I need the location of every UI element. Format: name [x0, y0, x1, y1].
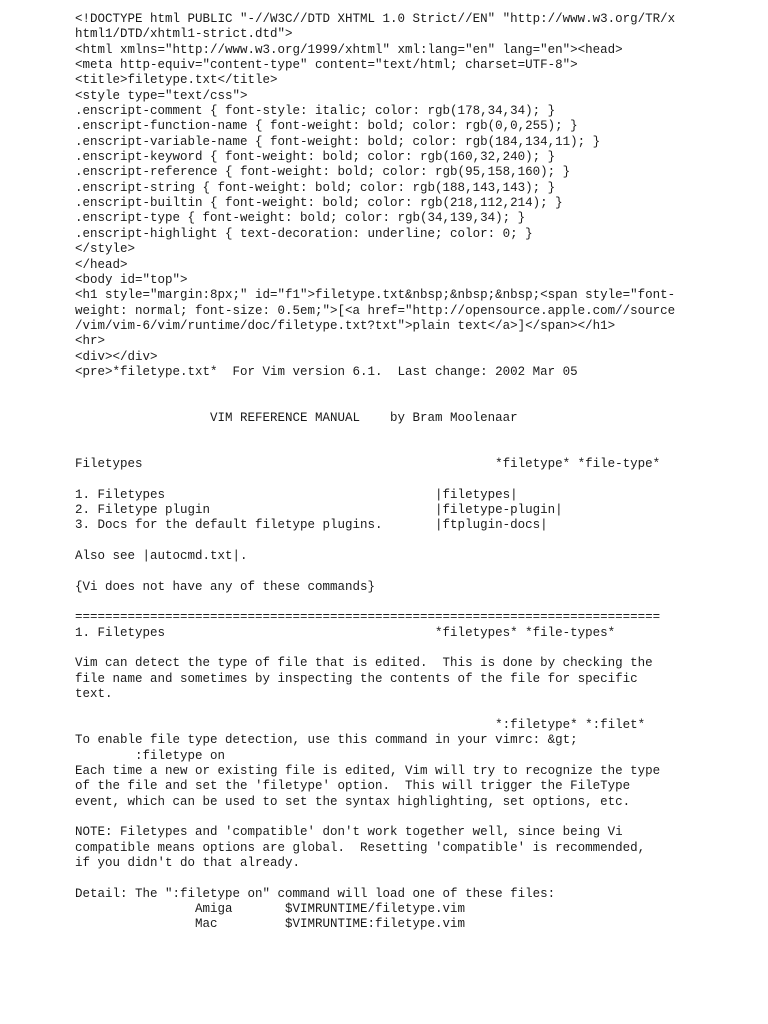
- text-line: [75, 595, 765, 610]
- text-line: .enscript-variable-name { font-weight: bold; color: rgb(184,134,11); }: [75, 134, 601, 149]
- text-line: ==============================================================================: [75, 610, 661, 625]
- text-line: <hr>: [75, 334, 106, 349]
- text-line: 2. Filetype plugin |filetype-plugin|: [75, 503, 563, 517]
- text-line: Detail: The ":filetype on" command will load one of these files:: [75, 886, 556, 901]
- text-line: .enscript-string { font-weight: bold; color: rgb(188,143,143); }: [75, 180, 556, 195]
- text-line: <style type="text/css">: [75, 88, 248, 103]
- text-line: 3. Docs for the default filetype plugins. |ftplugin-docs|: [75, 518, 548, 533]
- text-line: To enable file type detection, use this command in your vimrc: &gt;: [75, 733, 578, 748]
- text-line: [75, 641, 765, 656]
- text-line: Each time a new or existing file is edited, Vim will try to recognize the type: [75, 763, 661, 778]
- text-line: .enscript-type { font-weight: bold; color: rgb(34,139,34); }: [75, 211, 526, 226]
- text-line: </head>: [75, 257, 128, 272]
- text-line: [75, 396, 765, 411]
- text-line: [75, 472, 765, 487]
- text-line: {Vi does not have any of these commands}: [75, 579, 376, 594]
- text-line: .enscript-reference { font-weight: bold; color: rgb(95,158,160); }: [75, 165, 571, 180]
- text-line: Filetypes *filetype* *file-type*: [75, 456, 661, 471]
- text-line: .enscript-builtin { font-weight: bold; color: rgb(218,112,214); }: [75, 196, 563, 211]
- text-line: [75, 534, 765, 549]
- text-line: [75, 442, 765, 457]
- text-line: 1. Filetypes *filetypes* *file-types*: [75, 625, 616, 640]
- text-line: VIM REFERENCE MANUAL by Bram Moolenaar: [75, 410, 518, 425]
- document-text: [75, 12, 765, 933]
- text-line: .enscript-highlight { text-decoration: underline; color: 0; }: [75, 226, 533, 241]
- text-line: <!DOCTYPE html PUBLIC "-//W3C//DTD XHTML 1.0 Strict//EN" "http://www.w3.org/TR/x: [75, 12, 676, 26]
- text-line: [75, 702, 765, 717]
- text-line: 1. Filetypes |filetypes|: [75, 487, 518, 502]
- text-line: Amiga $VIMRUNTIME/filetype.vim: [75, 901, 466, 916]
- text-line: [75, 871, 765, 886]
- text-line: Vim can detect the type of file that is edited. This is done by checking the: [75, 656, 653, 671]
- text-line: <meta http-equiv="content-type" content="text/html; charset=UTF-8">: [75, 58, 578, 73]
- text-line: <h1 style="margin:8px;" id="f1">filetype.txt&nbsp;&nbsp;&nbsp;<span style="font-: [75, 288, 676, 303]
- text-line: <html xmlns="http://www.w3.org/1999/xhtml" xml:lang="en" lang="en"><head>: [75, 42, 623, 57]
- text-line: [75, 380, 765, 395]
- text-line: /vim/vim-6/vim/runtime/doc/filetype.txt?txt">plain text</a>]</span></h1>: [75, 318, 616, 333]
- text-line: <body id="top">: [75, 272, 188, 287]
- text-line: NOTE: Filetypes and 'compatible' don't work together well, since being Vi: [75, 825, 623, 840]
- text-line: </style>: [75, 242, 136, 257]
- text-line: <title>filetype.txt</title>: [75, 73, 278, 88]
- text-line: .enscript-keyword { font-weight: bold; color: rgb(160,32,240); }: [75, 150, 556, 165]
- text-line: text.: [75, 687, 113, 702]
- text-line: weight: normal; font-size: 0.5em;">[<a href="http://opensource.apple.com//source: [75, 303, 676, 318]
- text-line: if you didn't do that already.: [75, 855, 301, 870]
- text-line: Mac $VIMRUNTIME:filetype.vim: [75, 917, 466, 932]
- text-line: of the file and set the 'filetype' option. This will trigger the FileType: [75, 779, 631, 794]
- text-line: Also see |autocmd.txt|.: [75, 549, 248, 564]
- text-line: file name and sometimes by inspecting the contents of the file for specific: [75, 671, 638, 686]
- text-line: html1/DTD/xhtml1-strict.dtd">: [75, 27, 293, 42]
- text-line: <pre>*filetype.txt* For Vim version 6.1. Last change: 2002 Mar 05: [75, 364, 578, 379]
- text-line: [75, 810, 765, 825]
- text-line: event, which can be used to set the syntax highlighting, set options, etc.: [75, 794, 631, 809]
- text-line: [75, 426, 765, 441]
- text-line: *:filetype* *:filet*: [75, 717, 646, 732]
- text-line: :filetype on: [75, 748, 226, 763]
- text-line: .enscript-comment { font-style: italic; color: rgb(178,34,34); }: [75, 104, 556, 119]
- text-line: .enscript-function-name { font-weight: bold; color: rgb(0,0,255); }: [75, 119, 578, 134]
- text-line: <div></div>: [75, 349, 158, 364]
- text-line: compatible means options are global. Resetting 'compatible' is recommended,: [75, 840, 646, 855]
- text-line: [75, 564, 765, 579]
